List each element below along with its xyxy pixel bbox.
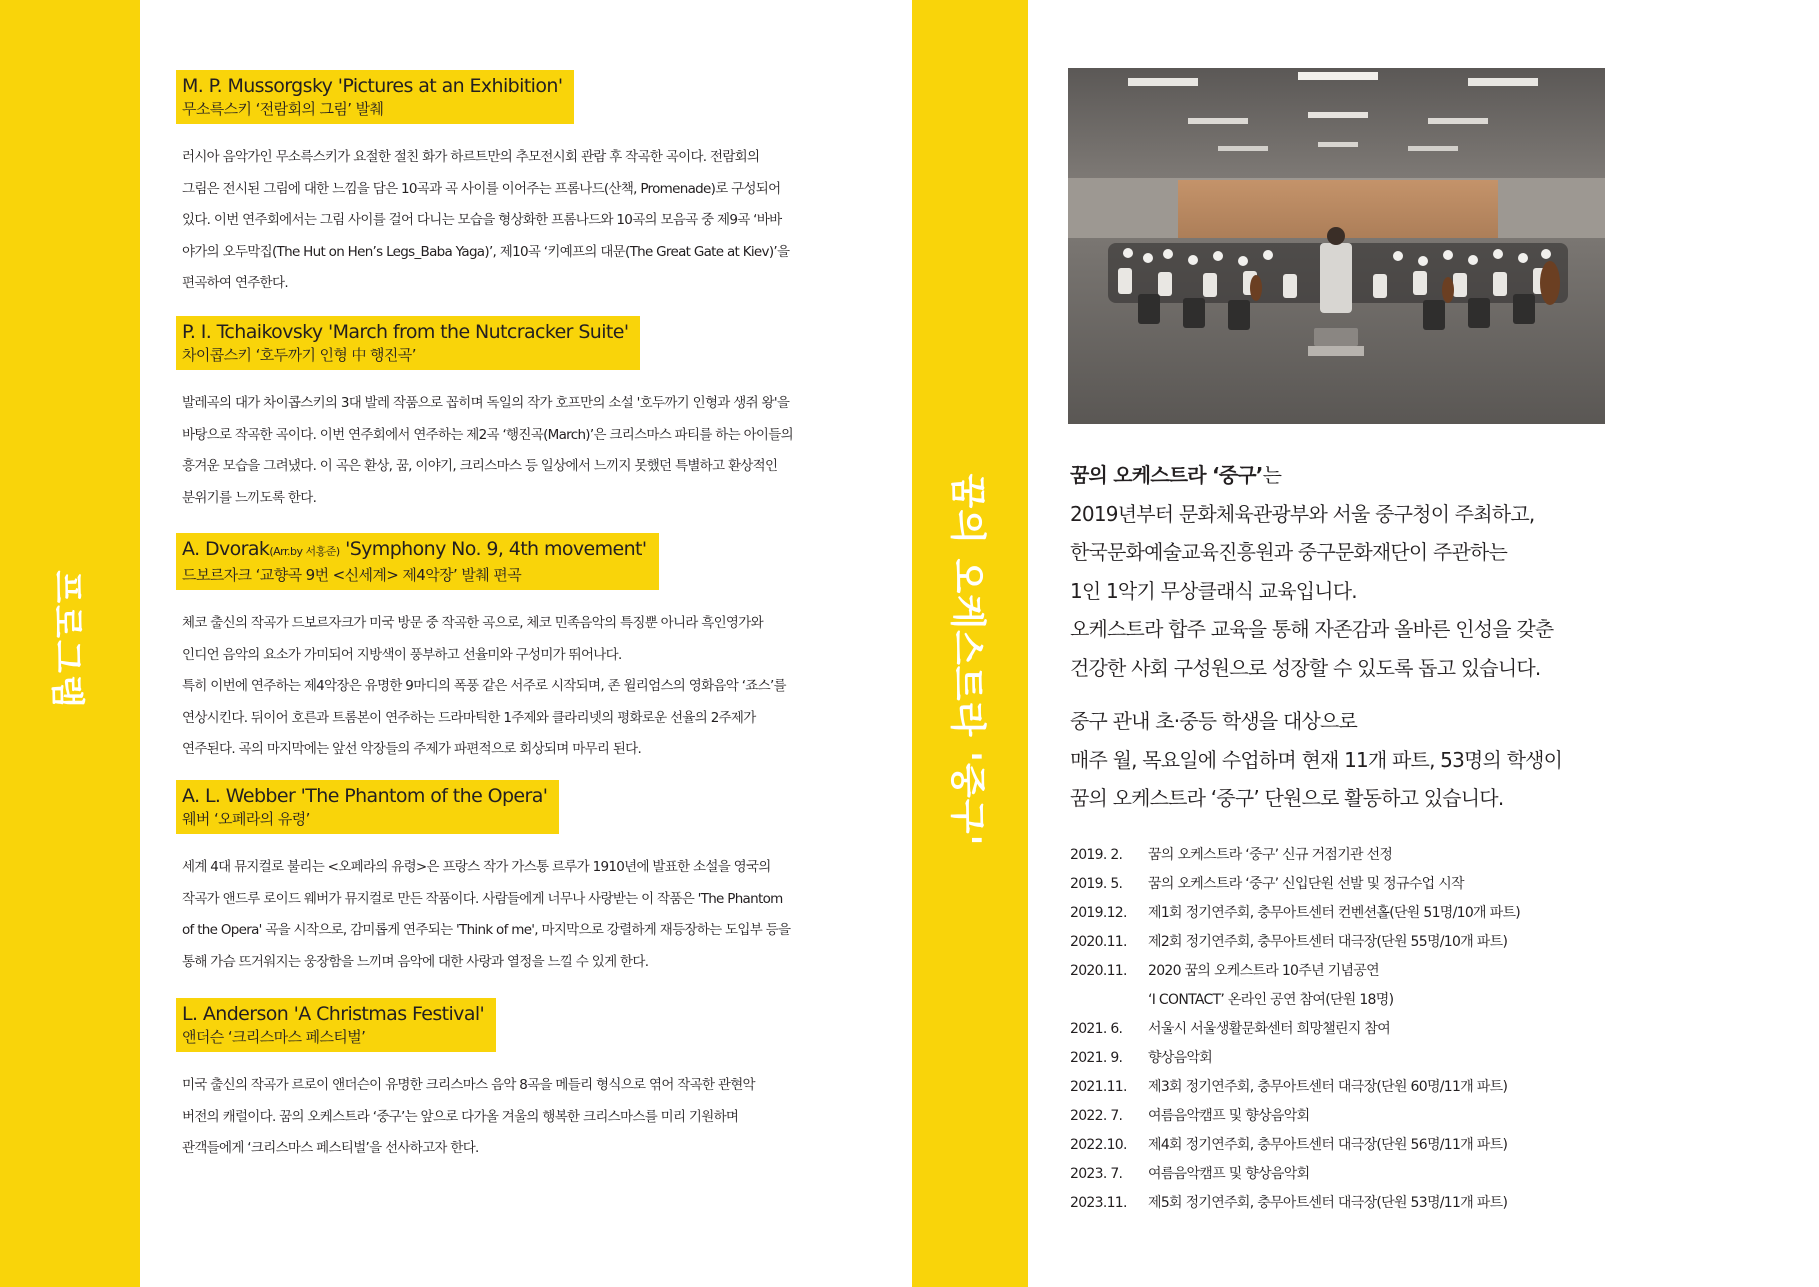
piece-description: [176, 852, 896, 978]
piece-title-box: [176, 998, 496, 1052]
timeline-date: 2022.10.: [1070, 1137, 1127, 1153]
piece-arranger: (Arr.by 서홍준): [269, 545, 340, 558]
piece-title-ko: 무소륵스키 ‘전람회의 그림’ 발췌: [182, 100, 384, 118]
timeline-row: [1070, 1073, 1630, 1102]
timeline-date: 2023. 7.: [1070, 1166, 1123, 1182]
description-line: 작곡가 앤드루 로이드 웨버가 뮤지컬로 만든 작품이다. 사람들에게 너무나 사랑받는 이 작품은 'The Phantom: [182, 890, 783, 907]
timeline-row: [1070, 1160, 1630, 1189]
piece-description: [176, 608, 896, 766]
timeline-row: [1070, 957, 1630, 986]
timeline-event: 서울시 서울생활문화센터 희망챌린지 참여: [1148, 1021, 1391, 1037]
timeline-date: 2021.11.: [1070, 1079, 1127, 1095]
piece-description: [176, 388, 896, 514]
piece-title-en: P. I. Tchaikovsky 'March from the Nutcracker Suite': [182, 321, 629, 343]
timeline-date: 2022. 7.: [1070, 1108, 1123, 1124]
timeline-event: 제2회 정기연주회, 충무아트센터 대극장(단원 55명/10개 파트): [1148, 934, 1508, 950]
timeline-row: [1070, 928, 1630, 957]
intro-line: 매주 월, 목요일에 수업하며 현재 11개 파트, 53명의 학생이: [1070, 747, 1563, 772]
piece-title-box: [176, 533, 659, 590]
timeline-row: [1070, 1102, 1630, 1131]
orchestra-photo: [1068, 68, 1605, 424]
piece-title-ko: 앤더슨 ‘크리스마스 페스티벌’: [182, 1028, 366, 1046]
piece-title-en: L. Anderson 'A Christmas Festival': [182, 1003, 485, 1025]
intro-line: 2019년부터 문화체육관광부와 서울 중구청이 주최하고,: [1070, 501, 1535, 526]
description-line: 인디언 음악의 요소가 가미되어 지방색이 풍부하고 선율미와 구성미가 뛰어나다.: [182, 646, 622, 663]
intro-paragraph-2: [1070, 702, 1630, 818]
program-piece: [176, 998, 896, 1165]
description-line: 연주된다. 곡의 마지막에는 앞선 악장들의 주제가 파편적으로 회상되며 마무리 된다.: [182, 741, 642, 757]
timeline-row: [1070, 1189, 1630, 1218]
program-side-label: 프로그램: [46, 570, 87, 710]
intro-line: 1인 1악기 무상클래식 교육입니다.: [1070, 578, 1357, 603]
description-line: 버전의 캐럴이다. 꿈의 오케스트라 ‘중구’는 앞으로 다가올 겨울의 행복한 크리스마스를 미리 기원하며: [182, 1108, 739, 1125]
piece-title-ko: 차이콥스키 ‘호두까기 인형 中 행진곡’: [182, 346, 416, 364]
piece-description: [176, 1070, 896, 1165]
timeline-event: 향상음악회: [1148, 1050, 1213, 1066]
timeline-date: 2021. 9.: [1070, 1050, 1123, 1066]
timeline-date: 2019. 2.: [1070, 847, 1123, 863]
history-timeline: [1070, 841, 1630, 1218]
timeline-event: 여름음악캠프 및 향상음악회: [1148, 1108, 1310, 1124]
piece-title-en: [182, 537, 647, 564]
intro-line: 꿈의 오케스트라 ‘중구’ 단원으로 활동하고 있습니다.: [1070, 786, 1504, 810]
timeline-row: [1070, 841, 1630, 870]
timeline-event: 제1회 정기연주회, 충무아트센터 컨벤션홀(단원 51명/10개 파트): [1148, 905, 1521, 921]
description-line: 편곡하여 연주한다.: [182, 275, 288, 291]
piece-title-ko: 웨버 ‘오페라의 유령’: [182, 810, 310, 828]
description-line: 미국 출신의 작곡가 르로이 앤더슨이 유명한 크리스마스 음악 8곡을 메들리 형식으로 엮어 작곡한 관현악: [182, 1077, 755, 1093]
timeline-event: 제4회 정기연주회, 충무아트센터 대극장(단원 56명/11개 파트): [1148, 1137, 1508, 1153]
timeline-row: [1070, 1131, 1630, 1160]
description-line: of the Opera' 곡을 시작으로, 감미롭게 연주되는 'Think of me', 마지막으로 강렬하게 재등장하는 도입부 등을: [182, 922, 791, 938]
timeline-event: 2020 꿈의 오케스트라 10주년 기념공연: [1148, 963, 1379, 979]
timeline-row: [1070, 870, 1630, 899]
timeline-date: 2020.11.: [1070, 963, 1127, 979]
description-line: 러시아 음악가인 무소륵스키가 요절한 절친 화가 하르트만의 추모전시회 관람 후 작곡한 곡이다. 전람회의: [182, 149, 760, 165]
timeline-date: [1070, 986, 1148, 1015]
timeline-date: 2021. 6.: [1070, 1021, 1123, 1037]
program-piece: [176, 780, 896, 978]
description-line: 분위기를 느끼도록 한다.: [182, 489, 317, 506]
program-piece: [176, 70, 896, 300]
description-line: 있다. 이번 연주회에서는 그림 사이를 걸어 다니는 모습을 형상화한 프롬나드와 10곡의 모음곡 중 제9곡 ‘바바: [182, 212, 782, 228]
description-line: 관객들에게 ‘크리스마스 페스티벌’을 선사하고자 한다.: [182, 1140, 479, 1156]
piece-title-en: M. P. Mussorgsky 'Pictures at an Exhibition': [182, 75, 563, 97]
description-line: 흥겨운 모습을 그려냈다. 이 곡은 환상, 꿈, 이야기, 크리스마스 등 일상에서 느끼지 못했던 특별하고 환상적인: [182, 458, 778, 474]
piece-title-box: [176, 780, 559, 834]
piece-description: [176, 142, 896, 300]
piece-title-work: 'Symphony No. 9, 4th movement': [339, 538, 647, 560]
timeline-event: 여름음악캠프 및 향상음악회: [1148, 1166, 1310, 1182]
intro-lead-suffix: 는: [1262, 463, 1282, 487]
intro-lead-line: [1070, 456, 1630, 495]
timeline-row: [1070, 899, 1630, 928]
orchestra-intro: [1070, 456, 1630, 818]
description-line: 바탕으로 작곡한 곡이다. 이번 연주회에서 연주하는 제2곡 ‘행진곡(March)’은 크리스마스 파티를 하는 아이들의: [182, 426, 793, 443]
timeline-event: 꿈의 오케스트라 ‘중구’ 신입단원 선발 및 정규수업 시작: [1148, 876, 1464, 892]
intro-line: 중구 관내 초·중등 학생을 대상으로: [1070, 709, 1358, 733]
description-line: 체코 출신의 작곡가 드보르자크가 미국 방문 중 작곡한 곡으로, 체코 민족음악의 특징뿐 아니라 흑인영가와: [182, 615, 763, 631]
description-line: 그림은 전시된 그림에 대한 느낌을 담은 10곡과 곡 사이를 이어주는 프롬나드(산책, Promenade)로 구성되어: [182, 180, 781, 197]
intro-line: 건강한 사회 구성원으로 성장할 수 있도록 돕고 있습니다.: [1070, 655, 1541, 680]
timeline-date: 2019.12.: [1070, 905, 1127, 921]
timeline-event: 제3회 정기연주회, 충무아트센터 대극장(단원 60명/11개 파트): [1148, 1079, 1508, 1095]
intro-lead-bold: 꿈의 오케스트라 ‘중구’: [1070, 463, 1263, 487]
timeline-row: [1070, 986, 1630, 1015]
description-line: 발레곡의 대가 차이콥스키의 3대 발레 작품으로 꼽히며 독일의 작가 호프만의 소설 '호두까기 인형과 생쥐 왕'을: [182, 395, 790, 411]
piece-title-ko: 드보르자크 ‘교향곡 9번 <신세계> 제4악장’ 발췌 편곡: [182, 566, 522, 584]
description-line: 연상시킨다. 뒤이어 호른과 트롬본이 연주하는 드라마틱한 1주제와 클라리넷의 평화로운 선율의 2주제가: [182, 709, 756, 726]
timeline-row: [1070, 1015, 1630, 1044]
piece-title-box: [176, 70, 574, 124]
description-line: 통해 가슴 뜨거워지는 웅장함을 느끼며 음악에 대한 사랑과 열정을 느낄 수 있게 한다.: [182, 953, 649, 970]
program-piece: [176, 533, 896, 766]
piece-title-en: A. L. Webber 'The Phantom of the Opera': [182, 785, 548, 807]
description-line: 세계 4대 뮤지컬로 불리는 <오페라의 유령>은 프랑스 작가 가스통 르루가 1910년에 발표한 소설을 영국의: [182, 859, 771, 875]
description-line: 야가의 오두막집(The Hut on Hen’s Legs_Baba Yaga)’, 제10곡 ‘키예프의 대문(The Great Gate at Kiev)’을: [182, 243, 790, 260]
intro-line: 한국문화예술교육진흥원과 중구문화재단이 주관하는: [1070, 540, 1508, 564]
piece-title-composer: A. Dvorak: [182, 538, 270, 560]
timeline-date: 2019. 5.: [1070, 876, 1123, 892]
timeline-date: 2023.11.: [1070, 1195, 1127, 1211]
description-line: 특히 이번에 연주하는 제4악장은 유명한 9마디의 폭풍 같은 서주로 시작되며, 존 윌리엄스의 영화음악 ‘죠스’를: [182, 678, 786, 694]
program-piece: [176, 316, 896, 514]
timeline-date: 2020.11.: [1070, 934, 1127, 950]
timeline-event: ‘I CONTACT’ 온라인 공연 참여(단원 18명): [1148, 992, 1394, 1008]
timeline-row: [1070, 1044, 1630, 1073]
timeline-event: 꿈의 오케스트라 ‘중구’ 신규 거점기관 선정: [1148, 847, 1393, 863]
piece-title-box: [176, 316, 640, 370]
timeline-event: 제5회 정기연주회, 충무아트센터 대극장(단원 53명/11개 파트): [1148, 1195, 1508, 1211]
intro-line: 오케스트라 합주 교육을 통해 자존감과 올바른 인성을 갖춘: [1070, 617, 1554, 641]
orchestra-side-label: 꿈의 오케스트라 '중구': [946, 473, 988, 847]
